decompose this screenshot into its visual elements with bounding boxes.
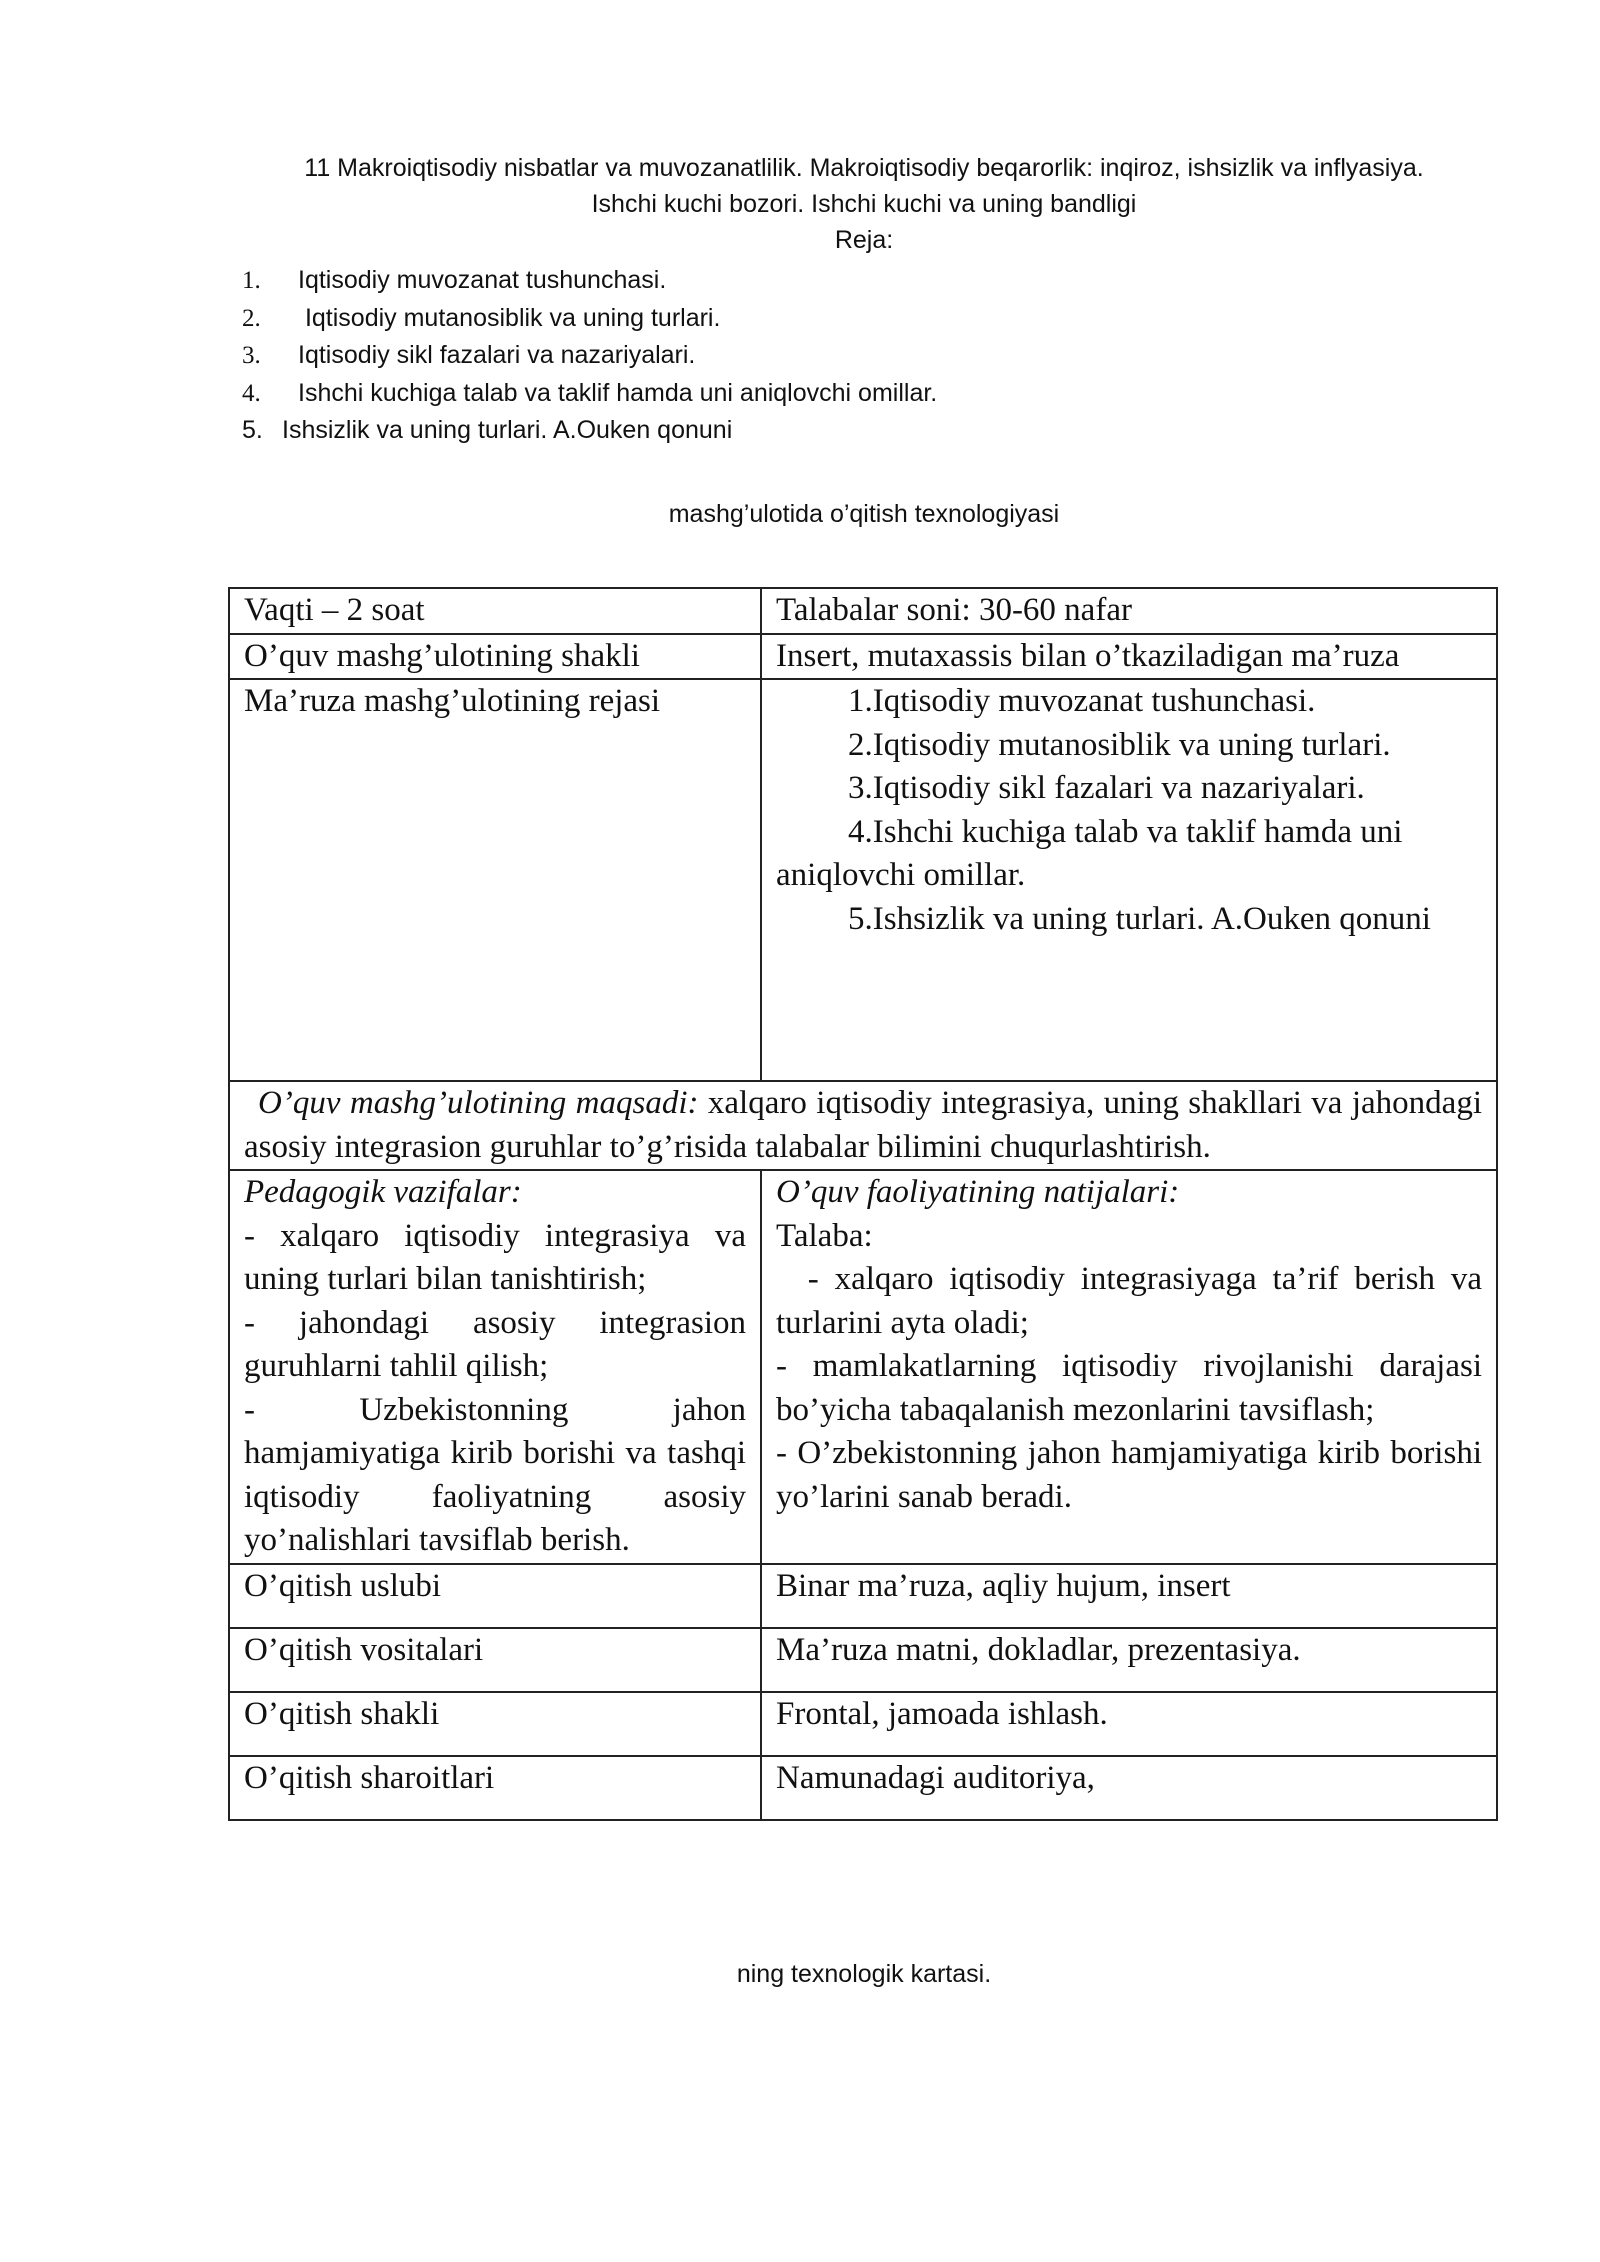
- pedagogical-tasks-heading: Pedagogik vazifalar:: [244, 1174, 522, 1210]
- pedagogical-task-item: - xalqaro iqtisodiy integrasiya va uning turlari bilan tanishtirish;: [244, 1217, 746, 1297]
- title-line-2: Ishchi kuchi bozori. Ishchi kuchi va uning bandligi: [591, 190, 1137, 218]
- learning-results-heading: O’quv faoliyatining natijalari:: [776, 1174, 1180, 1210]
- plan-item: [242, 412, 1442, 450]
- table-row: [229, 1081, 1497, 1170]
- lesson-form-value: Insert, mutaxassis bilan o’tkaziladigan ma’ruza: [761, 634, 1497, 680]
- table-row: [229, 679, 1497, 1081]
- time-cell: Vaqti – 2 soat: [229, 588, 761, 634]
- lecture-plan-item: 1.Iqtisodiy muvozanat tushunchasi.: [848, 683, 1316, 719]
- lecture-plan-label: Ma’ruza mashg’ulotining rejasi: [229, 679, 761, 1081]
- student-label: Talaba:: [776, 1217, 873, 1254]
- lesson-goal-text: xalqaro iqtisodiy integrasiya, uning shakllari va jahondagi asosiy integrasion guruhlar to’g’risida talabalar bilimini chuqurlashtirish.: [244, 1085, 1482, 1165]
- lecture-plan-item: 5.Ishsizlik va uning turlari. A.Ouken qonuni: [848, 900, 1431, 937]
- lecture-plan-value: [761, 679, 1497, 1081]
- table-row: [229, 1692, 1497, 1756]
- lecture-plan-item: 3.Iqtisodiy sikl fazalari va nazariyalari.: [848, 770, 1365, 806]
- pedagogical-tasks-cell: [229, 1170, 761, 1564]
- teaching-form-label: O’qitish shakli: [229, 1692, 761, 1756]
- students-count-cell: Talabalar soni: 30-60 nafar: [761, 588, 1497, 634]
- teaching-method-label: O’qitish uslubi: [229, 1564, 761, 1628]
- plan-item-number: 3.: [242, 342, 261, 369]
- table-row: [229, 634, 1497, 680]
- plan-item: [242, 262, 1442, 300]
- learning-result-item: - O’zbekistonning jahon hamjamiyatiga kirib borishi yo’larini sanab beradi.: [776, 1435, 1482, 1515]
- subtitle: mashg’ulotida o’qitish texnologiyasi: [668, 500, 1060, 528]
- plan-item-text: Ishchi kuchiga talab va taklif hamda uni aniqlovchi omillar.: [298, 378, 938, 407]
- teaching-tools-label: O’qitish vositalari: [229, 1628, 761, 1692]
- plan-item-text: Iqtisodiy muvozanat tushunchasi.: [298, 266, 667, 294]
- plan-item: [242, 337, 1442, 375]
- lecture-plan-item: 2.Iqtisodiy mutanosiblik va uning turlari.: [848, 726, 1391, 763]
- teaching-method-value: Binar ma’ruza, aqliy hujum, insert: [761, 1564, 1497, 1628]
- plan-list: [242, 262, 1442, 450]
- learning-results-cell: [761, 1170, 1497, 1564]
- table-row: [229, 588, 1497, 634]
- plan-heading: Reja:: [834, 226, 894, 254]
- lecture-plan-item: 4.Ishchi kuchiga talab va taklif hamda uni aniqlovchi omillar.: [776, 813, 1403, 893]
- teaching-conditions-value: Namunadagi auditoriya,: [761, 1756, 1497, 1820]
- table-row: [229, 1756, 1497, 1820]
- plan-item-number: 5.: [242, 416, 263, 444]
- plan-item: [242, 375, 1442, 413]
- technology-table: [228, 587, 1498, 1821]
- pedagogical-task-item: - Uzbekistonning jahon hamjamiyatiga kirib borishi va tashqi iqtisodiy faoliyatning asosiy yo’nalishlari tavsiflab berish.: [244, 1391, 746, 1558]
- plan-item-text: Ishsizlik va uning turlari. A.Ouken qonuni: [282, 416, 733, 444]
- teaching-form-value: Frontal, jamoada ishlash.: [761, 1692, 1497, 1756]
- learning-result-item: - xalqaro iqtisodiy integrasiyaga ta’rif berish va turlarini ayta oladi;: [776, 1261, 1491, 1341]
- pedagogical-task-item: - jahondagi asosiy integrasion guruhlarni tahlil qilish;: [244, 1304, 746, 1384]
- table-row: [229, 1564, 1497, 1628]
- title-line-1: 11 Makroiqtisodiy nisbatlar va muvozanatlilik. Makroiqtisodiy beqarorlik: inqiroz, ishsizlik va inflyasiya.: [304, 154, 1424, 182]
- lesson-goal-label: O’quv mashg’ulotining maqsadi:: [258, 1085, 699, 1121]
- footer-note: ning texnologik kartasi.: [736, 1960, 992, 1988]
- learning-result-item: - mamlakatlarning iqtisodiy rivojlanishi darajasi bo’yicha tabaqalanish mezonlarini tavsiflash;: [776, 1348, 1482, 1428]
- plan-item-number: 1.: [242, 267, 261, 294]
- teaching-tools-value: Ma’ruza matni, dokladlar, prezentasiya.: [761, 1628, 1497, 1692]
- document-title: [230, 150, 1498, 258]
- plan-item-text: Iqtisodiy sikl fazalari va nazariyalari.: [298, 341, 696, 369]
- plan-item-number: 2.: [242, 304, 261, 332]
- table-row: [229, 1170, 1497, 1564]
- table-row: [229, 1628, 1497, 1692]
- plan-item-number: 4.: [242, 379, 261, 407]
- lesson-goal-cell: [229, 1081, 1497, 1170]
- plan-item-text: Iqtisodiy mutanosiblik va uning turlari.: [298, 303, 721, 332]
- teaching-conditions-label: O’qitish sharoitlari: [229, 1756, 761, 1820]
- lesson-form-label: O’quv mashg’ulotining shakli: [229, 634, 761, 680]
- plan-item: [242, 300, 1442, 338]
